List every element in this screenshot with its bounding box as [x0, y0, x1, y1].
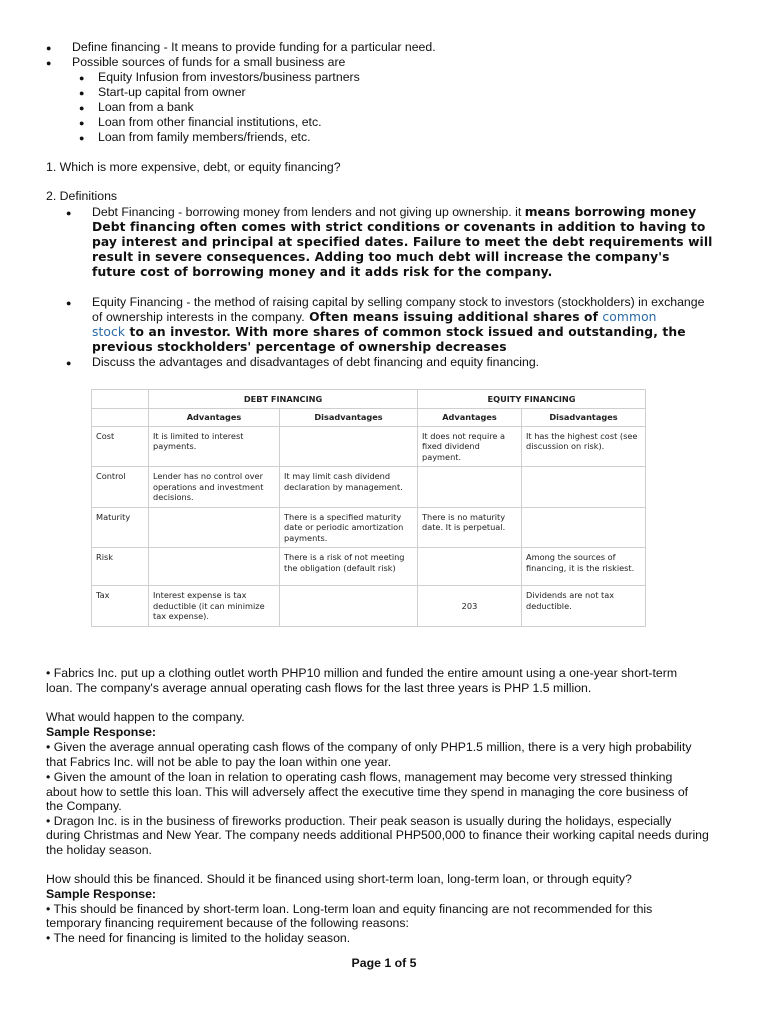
case-fabrics: • Fabrics Inc. put up a clothing outlet worth PHP10 million and funded the entire amount using a one-year short-term	[46, 666, 678, 680]
equity-disadvantages-header: Disadvantages	[522, 409, 646, 427]
table-cell	[280, 586, 418, 627]
table-cell: Among the sources of financing, it is the riskiest.	[522, 548, 646, 586]
discuss-text: Discuss the advantages and disadvantages of debt financing and equity financing.	[92, 355, 540, 369]
table-row	[92, 548, 646, 586]
response-line: • The need for financing is limited to the holiday season.	[46, 931, 351, 945]
table-cell: Interest expense is tax deductible (it can minimize tax expense).	[149, 586, 280, 627]
debt-financing-header: DEBT FINANCING	[149, 390, 418, 409]
page-number: Page 1 of 5	[351, 956, 417, 970]
equity-financing-def: Equity Financing - the method of raising capital by selling company stock to investors (stockholders) in exchange	[92, 295, 705, 309]
table-cell: There is a specified maturity date or periodic amortization payments.	[280, 507, 418, 548]
response-line: • Given the average annual operating cash flows of the company of only PHP1.5 million, there is a very high probability	[46, 740, 692, 754]
response-line: the Company.	[46, 799, 122, 813]
debt-lead: Debt Financing - borrowing money from lenders and not giving up ownership. it	[92, 205, 522, 219]
possible-sources-text: Possible sources of funds for a small business are	[72, 55, 346, 69]
debt-line: result in severe consequences. Adding too much debt will increase the company's	[92, 250, 670, 264]
table-row	[92, 426, 646, 467]
row-label: Control	[92, 467, 149, 508]
bullet-dot: ●	[79, 118, 85, 128]
row-label: Cost	[92, 426, 149, 467]
table-row	[92, 586, 646, 627]
table-cell	[149, 548, 280, 586]
bullet-dot: ●	[46, 58, 52, 68]
bullet-dot: ●	[79, 73, 85, 83]
response-line: temporary financing requirement because of the following reasons:	[46, 916, 409, 930]
row-label: Tax	[92, 586, 149, 627]
bullet-dot: ●	[79, 88, 85, 98]
response-line: about how to settle this loan. This will adversely affect the executive time they spend in managing the core business of	[46, 785, 689, 799]
table-cell: It does not require a fixed dividend payment.	[418, 426, 522, 467]
table-cell: Lender has no control over operations and investment decisions.	[149, 467, 280, 508]
debt-advantages-header: Advantages	[149, 409, 280, 427]
table-cell	[280, 426, 418, 467]
table-cell: 203	[418, 586, 522, 627]
table-cell: There is no maturity date. It is perpetual.	[418, 507, 522, 548]
source-item: Loan from family members/friends, etc.	[98, 130, 311, 144]
equity-line-2	[92, 310, 657, 325]
table-cell: It is limited to interest payments.	[149, 426, 280, 467]
equity-line2-normal: of ownership interests in the company.	[92, 310, 305, 324]
equity-line-4: previous stockholders' percentage of ownership decreases	[92, 340, 507, 354]
equity-financing-header: EQUITY FINANCING	[418, 390, 646, 409]
source-item: Start-up capital from owner	[98, 85, 246, 99]
bullet-dot: ●	[46, 43, 52, 53]
page-footer	[0, 956, 768, 970]
debt-line: future cost of borrowing money and it adds risk for the company.	[92, 265, 553, 279]
bullet-dot: ●	[66, 358, 72, 368]
table-row	[92, 467, 646, 508]
table-corner	[92, 409, 149, 427]
table-cell	[418, 548, 522, 586]
table-cell	[149, 507, 280, 548]
common-link[interactable]: common	[602, 310, 657, 324]
equity-line-3	[92, 325, 686, 340]
bullet-dot: ●	[66, 208, 72, 218]
table-cell: There is a risk of not meeting the obligation (default risk)	[280, 548, 418, 586]
table-cell: It has the highest cost (see discussion on risk).	[522, 426, 646, 467]
define-financing-text: Define financing - It means to provide funding for a particular need.	[72, 40, 436, 54]
response-line: • Dragon Inc. is in the business of fireworks production. Their peak season is usually during the holidays, especially	[46, 814, 672, 828]
definitions-heading: 2. Definitions	[46, 189, 118, 203]
row-label: Risk	[92, 548, 149, 586]
response-line: that Fabrics Inc. will not be able to pay the loan within one year.	[46, 755, 392, 769]
table-corner	[92, 390, 149, 409]
debt-disadvantages-header: Disadvantages	[280, 409, 418, 427]
equity-line3-bold: to an investor. With more shares of common stock issued and outstanding, the	[129, 325, 686, 339]
sample-response-label: Sample Response:	[46, 725, 157, 739]
sample-response-label: Sample Response:	[46, 887, 157, 901]
response-line: • Given the amount of the loan in relation to operating cash flows, management may become very stressed thinking	[46, 770, 673, 784]
table-cell: It may limit cash dividend declaration by management.	[280, 467, 418, 508]
bullet-dot: ●	[79, 133, 85, 143]
what-would-happen: What would happen to the company.	[46, 710, 245, 724]
bullet-dot: ●	[79, 103, 85, 113]
question-1: 1. Which is more expensive, debt, or equity financing?	[46, 160, 341, 174]
table-cell	[522, 467, 646, 508]
table-row	[92, 507, 646, 548]
debt-bold-start: means borrowing money	[524, 205, 697, 219]
source-item: Loan from a bank	[98, 100, 194, 114]
response-line: during Christmas and New Year. The company needs additional PHP500,000 to finance their working capital needs during	[46, 828, 709, 842]
debt-line: Debt financing often comes with strict conditions or covenants in addition to having to	[92, 220, 706, 234]
bullet-dot: ●	[66, 298, 72, 308]
debt-line: pay interest and principal at specified dates. Failure to meet the debt requirements will	[92, 235, 713, 249]
equity-advantages-header: Advantages	[418, 409, 522, 427]
response-line: the holiday season.	[46, 843, 152, 857]
financing-comparison-table	[91, 389, 646, 627]
source-item: Loan from other financial institutions, etc.	[98, 115, 322, 129]
source-item: Equity Infusion from investors/business partners	[98, 70, 360, 84]
table-cell	[418, 467, 522, 508]
case-fabrics: loan. The company's average annual operating cash flows for the last three years is PHP 1.5 million.	[46, 681, 592, 695]
stock-link[interactable]: stock	[92, 325, 126, 339]
equity-line2-bold: Often means issuing additional shares of	[309, 310, 599, 324]
table-cell: Dividends are not tax deductible.	[522, 586, 646, 627]
debt-financing-def	[92, 205, 696, 220]
response-line: • This should be financed by short-term loan. Long-term loan and equity financing are not recommended for this	[46, 902, 653, 916]
how-financed: How should this be financed. Should it be financed using short-term loan, long-term loan, or through equity?	[46, 872, 632, 886]
row-label: Maturity	[92, 507, 149, 548]
table-cell	[522, 507, 646, 548]
